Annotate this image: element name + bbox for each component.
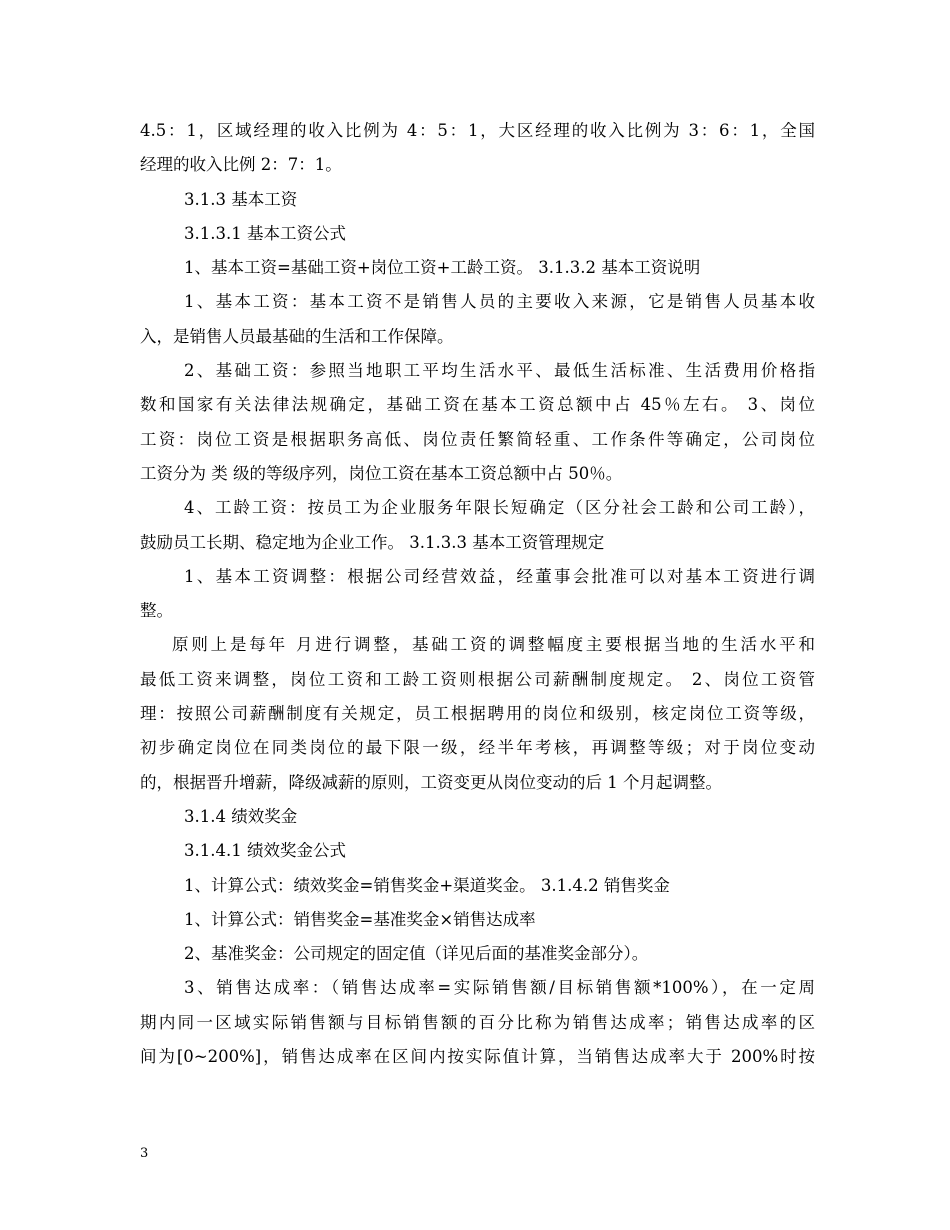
text-line: 原则上是每年 月进行调整，基础工资的调整幅度主要根据当地的生活水平和 [172, 635, 815, 655]
text-line: 2、基准奖金：公司规定的固定值（详见后面的基准奖金部分）。 [184, 944, 649, 964]
text-line: 1、基本工资：基本工资不是销售人员的主要收入来源，它是销售人员基本收 [184, 292, 815, 312]
text-line: 数和国家有关法律法规确定，基础工资在基本工资总额中占 45％左右。 3、岗位 [140, 395, 815, 415]
subsection-heading: 3.1.3.1 基本工资公式 [184, 223, 346, 243]
text-line: 3、销售达成率：（销售达成率=实际销售额/目标销售额*100%），在一定周 [184, 978, 815, 998]
text-line: 1、计算公式：销售奖金=基准奖金×销售达成率 [184, 909, 536, 929]
text-line: 间为[0~200%]，销售达成率在区间内按实际值计算，当销售达成率大于 200%时按 [140, 1047, 815, 1067]
section-heading: 3.1.4 绩效奖金 [184, 806, 298, 826]
text-line: 4、工龄工资：按员工为企业服务年限长短确定（区分社会工龄和公司工龄）， [184, 498, 815, 518]
text-line: 4.5：1，区域经理的收入比例为 4：5：1，大区经理的收入比例为 3：6：1，全国 [140, 121, 815, 140]
text-line: 鼓励员工长期、稳定地为企业工作。 3.1.3.3 基本工资管理规定 [140, 532, 605, 552]
text-line: 最低工资来调整，岗位工资和工龄工资则根据公司薪酬制度规定。 2、岗位工资管 [140, 669, 815, 689]
text-line: 理：按照公司薪酬制度有关规定，员工根据聘用的岗位和级别，核定岗位工资等级， [140, 704, 815, 724]
text-line: 的，根据晋升增薪，降级减薪的原则，工资变更从岗位变动的后 1 个月起调整。 [140, 772, 722, 792]
text-line: 整。 [140, 601, 173, 621]
text-line: 入，是销售人员最基础的生活和工作保障。 [140, 326, 454, 346]
text-line: 工资：岗位工资是根据职务高低、岗位责任繁简轻重、工作条件等确定，公司岗位 [140, 429, 815, 449]
body-text [140, 114, 815, 1074]
text-line: 初步确定岗位在同类岗位的最下限一级，经半年考核，再调整等级；对于岗位变动 [140, 738, 815, 758]
text-line: 期内同一区域实际销售额与目标销售额的百分比称为销售达成率；销售达成率的区 [140, 1012, 815, 1032]
subsection-heading: 3.1.4.1 绩效奖金公式 [184, 841, 346, 861]
text-line: 1、基本工资=基础工资+岗位工资+工龄工资。 3.1.3.2 基本工资说明 [184, 258, 701, 278]
text-line: 2、基础工资：参照当地职工平均生活水平、最低生活标准、生活费用价格指 [184, 361, 815, 381]
text-line: 经理的收入比例 2：7：1。 [140, 155, 342, 175]
section-heading: 3.1.3 基本工资 [184, 189, 298, 209]
text-line: 工资分为 类 级的等级序列，岗位工资在基本工资总额中占 50％。 [140, 463, 623, 483]
page-number: 3 [140, 1146, 149, 1161]
text-line: 1、计算公式：绩效奖金=销售奖金+渠道奖金。 3.1.4.2 销售奖金 [184, 875, 670, 895]
text-line: 1、基本工资调整：根据公司经营效益，经董事会批准可以对基本工资进行调 [184, 566, 815, 586]
